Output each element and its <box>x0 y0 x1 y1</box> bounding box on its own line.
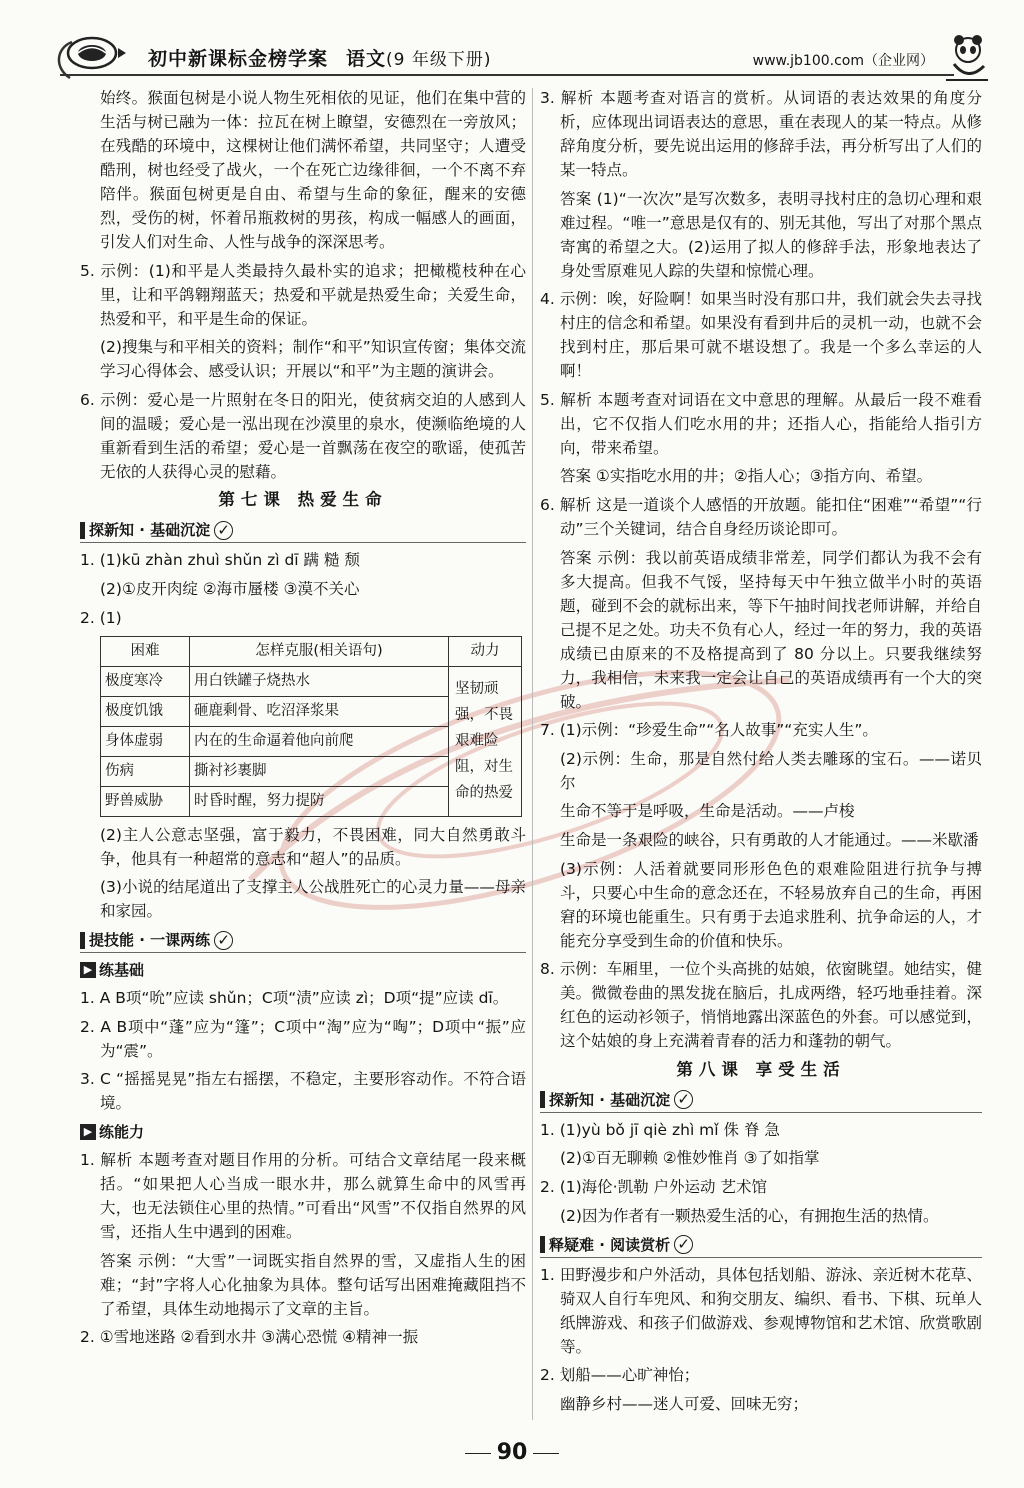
section-header-skills <box>80 928 526 953</box>
subheader-basics <box>80 958 526 982</box>
answer-r3-key: 答案 (1)“一次次”是写次数多，表明寻找村庄的急切心理和艰难过程。“唯一”意思是仅有的、别无其他，写出了对那个黑点寄寓的希望之大。(2)运用了拟人的修辞手法，形象地表达了身处雪原难见人踪的失望和惊慌心理。 <box>560 189 982 280</box>
table-header: 动力 <box>449 636 522 666</box>
lesson8-answer-1-2: (2)①百无聊赖 ②惟妙惟肖 ③了如指掌 <box>560 1149 820 1168</box>
answer-5-2: (2)搜集与和平相关的资料；制作“和平”知识宣传窗；集体交流学习心得体会、感受认识；开展以“和平”为主题的演讲会。 <box>100 338 526 381</box>
right-column <box>540 86 982 1420</box>
table-cell: 内在的生命逼着他向前爬 <box>190 726 449 756</box>
check-circle-icon: ✓ <box>214 521 233 540</box>
answer-r7-quote-1: (2)示例：生命，那是自然付给人类去雕琢的宝石。——诺贝尔 <box>560 749 982 792</box>
section-bar-icon <box>540 1091 545 1108</box>
check-circle-icon: ✓ <box>674 1235 693 1254</box>
practice-answer-3: 3. C “摇摇晃晃”指左右摇摆，不稳定，主要形容动作。不符合语境。 <box>80 1070 526 1113</box>
subheader-title: 练基础 <box>99 961 145 980</box>
check-circle-icon: ✓ <box>214 931 233 950</box>
subject-label: 语文 <box>346 48 387 70</box>
basics-answer-1-2: (2)①皮开肉绽 ②海市蜃楼 ③漠不关心 <box>100 579 360 598</box>
answer-r5-key: 答案 ①实指吃水用的井；②指人心；③指方向、希望。 <box>560 467 933 486</box>
answer-r7-quote-3: 生命是一条艰险的峡谷，只有勇敢的人才能通过。——米歇潘 <box>560 830 979 849</box>
table-cell: 撕衬衫裹脚 <box>190 756 449 786</box>
header-rule <box>60 74 954 76</box>
answer-r6-key: 答案 示例：我以前英语成绩非常差，同学们都认为我不会有多大提高。但我不气馁，坚持每天中午独立做半小时的英语题，碰到不会的就标出来，等下午抽时间找老师讲解，并给自己提不足之处。功夫不负有心人，经过一年的努力，我的英语成绩已由原来的不及格提高到了 80 分以上。只要我继续努力，我相信，未来我一定会让自己的英语成绩再有一个大的突破。 <box>560 548 982 711</box>
table-cell: 身体虚弱 <box>101 726 190 756</box>
table-header: 困难 <box>101 636 190 666</box>
section-bar-icon <box>80 522 85 539</box>
website-url: www.jb100.com（企业网） <box>752 53 934 69</box>
page-number-value: 90 <box>496 1440 528 1465</box>
section-title: 提技能 · 一课两练 <box>89 931 211 950</box>
section-title: 探新知 · 基础沉淀 <box>89 521 211 540</box>
subheader-ability <box>80 1120 526 1144</box>
answer-6: 6. 示例：爱心是一片照射在冬日的阳光，使贫病交迫的人感到人间的温暖；爱心是一泓出现在沙漠里的泉水，使濒临绝境的人重新看到生活的希望；爱心是一首飘荡在夜空的歌谣，使孤苦无依的人获得心灵的慰藉。 <box>80 390 526 481</box>
section-bar-icon <box>540 1236 545 1253</box>
lesson-8-title: 第八课 享受生活 <box>676 1059 846 1079</box>
basics-answer-1: 1. (1)kū zhàn zhuì shǔn zì dī 蹒 糙 颓 <box>80 551 360 570</box>
ability-answer-1-key: 答案 示例：“大雪”一词既实指自然界的雪，又虚指人生的困难；“封”字将人心化抽象为具体。整句话写出困难掩藏阻挡不了希望，具体生动地揭示了文章的主旨。 <box>100 1251 526 1318</box>
ability-answer-2: 2. ①雪地迷路 ②看到水井 ③满心恐慌 ④精神一振 <box>80 1328 419 1347</box>
table-cell: 极度饥饿 <box>101 696 190 726</box>
intro-paragraph: 始终。猴面包树是小说人物生死相依的见证，他们在集中营的生活与树已融为一体：拉瓦在树上瞭望，安德烈在一旁放风；在残酷的环境中，这棵树让他们满怀希望，共同坚守；人遭受酷刑，树也经受了战火，一个在死亡边缘徘徊，一个不离不弃陪伴。猴面包树更是自由、希望与生命的象征，醒来的安德烈，受伤的树，怀着吊瓶救树的男孩，构成一幅感人的画面，引发人们对生命、人性与战争的深深思考。 <box>100 89 526 251</box>
book-title: 初中新课标金榜学案 <box>148 48 329 70</box>
lesson-7-title: 第七课 热爱生命 <box>218 490 388 510</box>
lesson8-answer-2-2: (2)因为作者有一颗热爱生活的心，有拥抱生活的热情。 <box>560 1206 939 1225</box>
table-header-row <box>101 636 522 666</box>
table-cell: 极度寒冷 <box>101 666 190 696</box>
answer-r7-3: (3)示例：人活着就要同形形色色的艰难险阻进行抗争与搏斗，只要心中生命的意念还在，不轻易放弃自己的生命，再困窘的环境也能重生。只有勇于去追求胜利、抗争命运的人，才能充分享受到生命的价值和快乐。 <box>560 859 982 950</box>
answer-r7: 7. (1)示例：“珍爱生命”“名人故事”“充实人生”。 <box>540 721 878 740</box>
book-logo-icon <box>64 34 128 72</box>
page-header <box>0 0 1024 92</box>
check-circle-icon: ✓ <box>674 1090 693 1109</box>
answer-r8: 8. 示例：车厢里，一位个头高挑的姑娘，依窗眺望。她结实，健美。微微卷曲的黑发拢在脑后，扎成两绺，轻巧地垂挂着。深红色的运动衫领子，悄悄地露出深蓝色的外套。可以感觉到，这个姑娘的身上充满着青春的活力和蓬勃的朝气。 <box>540 960 982 1051</box>
table-cell: 伤病 <box>101 756 190 786</box>
answer-r6: 6. 解析 这是一道谈个人感悟的开放题。能扣住“困难”“希望”“行动”三个关键词，结合自身经历谈论即可。 <box>540 495 982 538</box>
answer-r7-quote-2: 生命不等于是呼吸，生命是活动。——卢梭 <box>560 802 855 821</box>
section-title: 释疑难 · 阅读赏析 <box>549 1235 671 1254</box>
table-cell: 用白铁罐子烧热水 <box>190 666 449 696</box>
basics-answer-2-2: (2)主人公意志坚强，富于毅力，不畏困难，同大自然勇敢斗争，他具有一种超常的意志和“超人”的品质。 <box>100 825 526 868</box>
lesson8-answer-2: 2. (1)海伦·凯勒 户外运动 艺术馆 <box>540 1177 767 1196</box>
answer-r5: 5. 解析 本题考查对词语在文中意思的理解。从最后一段不难看出，它不仅指人们吃水用的井；还指人心，指能给人指引方向，带来希望。 <box>540 390 982 457</box>
play-triangle-icon: ▶ <box>80 1124 96 1140</box>
dash-decoration-icon <box>533 1453 559 1454</box>
section-header-reading <box>540 1233 982 1258</box>
section-bar-icon <box>80 932 85 949</box>
table-row <box>101 666 522 696</box>
section-header-basics-8 <box>540 1088 982 1113</box>
motive-cell: 坚韧顽强，不畏艰难险阻，对生命的热爱 <box>449 666 522 816</box>
basics-answer-2-3: (3)小说的结尾道出了支撑主人公战胜死亡的心灵力量——母亲和家园。 <box>100 878 526 921</box>
table-cell: 野兽威胁 <box>101 786 190 816</box>
header-title <box>148 44 492 71</box>
table-cell: 砸鹿剩骨、吃沼泽浆果 <box>190 696 449 726</box>
section-title: 探新知 · 基础沉淀 <box>549 1090 671 1109</box>
answer-5: 5. 示例：(1)和平是人类最持久最朴实的追求；把橄榄枝种在心里，让和平鸽翱翔蓝天；热爱和平就是热爱生命；关爱生命，热爱和平，和平是生命的保证。 <box>80 261 526 328</box>
practice-answer-1: 1. A B项“吮”应读 shǔn；C项“渍”应读 zì；D项“提”应读 dī。 <box>80 989 509 1008</box>
lesson8-answer-1: 1. (1)yù bǒ jī qiè zhì mǐ 侏 脊 急 <box>540 1120 780 1139</box>
reading-answer-2-2: 幽静乡村——迷人可爱、回味无穷； <box>560 1394 809 1413</box>
answer-r3: 3. 解析 本题考查对语言的赏析。从词语的表达效果的角度分析，应体现出词语表达的意思，重在表现人的某一特点。从修辞角度分析，要先说出运用的修辞手法，再分析写出了人们的某一特点。 <box>540 89 982 179</box>
dash-decoration-icon <box>465 1453 491 1454</box>
answer-r4: 4. 示例：唉，好险啊！如果当时没有那口井，我们就会失去寻找村庄的信念和希望。如果没有看到井后的灵机一动，也就不会找到村庄，那后果可就不堪设想了。我是一个多么幸运的人啊！ <box>540 290 982 381</box>
basics-answer-2: 2. (1) <box>80 608 122 627</box>
section-header-basics <box>80 518 526 543</box>
left-column <box>80 86 526 1354</box>
reading-answer-1: 1. 田野漫步和户外活动，具体包括划船、游泳、亲近树木花草、骑双人自行车兜风、和狗交朋友、编织、看书、下棋、玩单人纸牌游戏、和孩子们做游戏、参观博物馆和艺术馆、欣赏歌剧等。 <box>540 1265 982 1356</box>
play-triangle-icon: ▶ <box>80 962 96 978</box>
panda-mascot-icon <box>938 30 996 86</box>
practice-answer-2: 2. A B项中“蓬”应为“篷”；C项中“淘”应为“啕”；D项中“振”应为“震”。 <box>80 1017 526 1060</box>
grade-label: (9 年级下册) <box>386 50 492 70</box>
page-number <box>0 1440 1024 1465</box>
table-cell: 时昏时醒，努力提防 <box>190 786 449 816</box>
reading-answer-2: 2. 划船——心旷神怡； <box>540 1366 700 1385</box>
ability-answer-1: 1. 解析 本题考查对题目作用的分析。可结合文章结尾一段来概括。“如果把人心当成一眼水井，那么就算生命中的风雪再大，也无法锁住心里的热情。”可看出“风雪”不仅指自然界的风雪，还指人生中遇到的困难。 <box>80 1150 526 1241</box>
subheader-title: 练能力 <box>99 1122 145 1141</box>
difficulty-table <box>100 636 522 817</box>
table-header: 怎样克服(相关语句) <box>190 636 449 666</box>
